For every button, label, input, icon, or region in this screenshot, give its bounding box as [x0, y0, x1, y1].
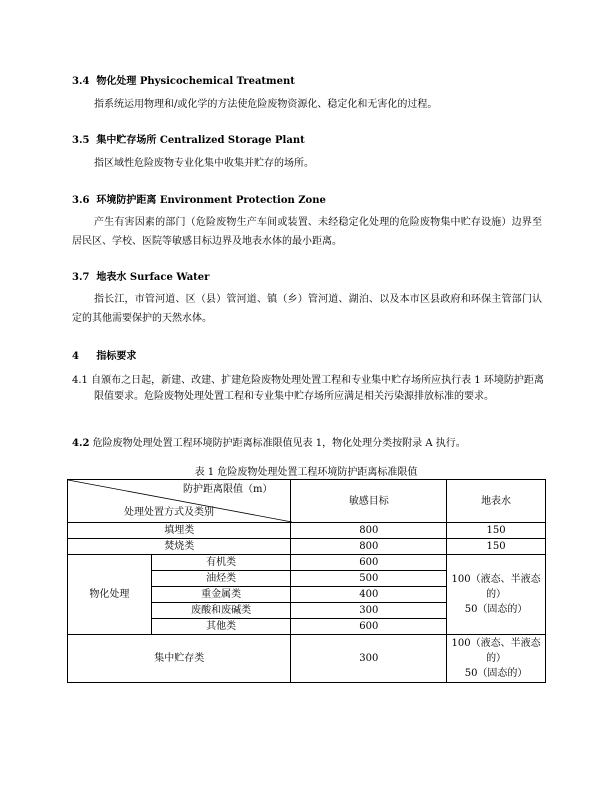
group-surface-line2: 50（固态的）: [464, 604, 528, 615]
row-sensitive: 800: [291, 539, 447, 555]
section-body-3-6: 产生有害因素的部门（危险废物生产车间或装置、未经稳定化处理的危险废物集中贮存设施）边界至居民区、学校、医院等敏感目标边界及地表水体的最小距离。: [72, 217, 542, 247]
storage-surface-line2: 50（固态的）: [464, 668, 528, 679]
row-name: 有机类: [151, 555, 291, 571]
table-row: [68, 555, 546, 571]
table-row: [68, 635, 546, 683]
diagonal-header-cell: [68, 480, 291, 523]
row-surface: 150: [447, 523, 546, 539]
storage-surface-line1: 100（液态、半液态的）: [451, 638, 541, 664]
table-row: [68, 523, 546, 539]
row-name: 废酸和废碱类: [151, 603, 291, 619]
section-heading-3-6: 3.6 环境防护距离 Environment Protection Zone: [72, 195, 326, 206]
table-row: [68, 539, 546, 555]
header-sensitive: 敏感目标: [291, 480, 447, 523]
row-name: 油烃类: [151, 571, 291, 587]
storage-surface: [447, 635, 546, 683]
row-sensitive: 600: [291, 619, 447, 635]
section-body-3-7: 指长江，市管河道、区（县）管河道、镇（乡）管河道、湖泊、以及本市区县政府和环保主管部门认定的其他需要保护的天然水体。: [72, 294, 542, 324]
header-surface: 地表水: [447, 480, 546, 523]
header-bottom-label: 处理处置方式及类别: [124, 507, 214, 518]
row-sensitive: 300: [291, 603, 447, 619]
row-name: 集中贮存类: [68, 635, 291, 683]
section-heading-3-5: 3.5 集中贮存场所 Centralized Storage Plant: [72, 135, 305, 146]
row-name: 重金属类: [151, 587, 291, 603]
row-name: 焚烧类: [68, 539, 291, 555]
group-surface-line1: 100（液态、半液态的）: [451, 574, 541, 600]
section-body-3-5: 指区域性危险废物专业化集中收集并贮存的场所。: [94, 158, 314, 169]
section-heading-3-4: 3.4 物化处理 Physicochemical Treatment: [72, 76, 295, 87]
table-caption: 表 1 危险废物处理处置工程环境防护距离标准限值: [194, 467, 418, 478]
clause-4-1: 4.1 自颁布之日起，新建、改建、扩建危险废物处理处置工程和专业集中贮存场所应执行表 1 环境防护距离限值要求。危险废物处理处置工程和专业集中贮存场所应满足相关污染源排放标准的要求。: [72, 375, 544, 402]
row-sensitive: 600: [291, 555, 447, 571]
group-name: 物化处理: [68, 555, 152, 635]
row-name: 填埋类: [68, 523, 291, 539]
section-body-3-4: 指系统运用物理和/或化学的方法使危险废物资源化、稳定化和无害化的过程。: [94, 99, 438, 110]
chapter-heading: 4 指标要求: [72, 351, 137, 362]
row-surface: 150: [447, 539, 546, 555]
clause-4-2: 4.2 危险废物处理处置工程环境防护距离标准限值见表 1，物化处理分类按附录 A 执行。: [72, 438, 466, 449]
row-sensitive: 800: [291, 523, 447, 539]
group-surface: [447, 555, 546, 635]
section-heading-3-7: 3.7 地表水 Surface Water: [72, 272, 210, 283]
row-sensitive: 500: [291, 571, 447, 587]
row-sensitive: 400: [291, 587, 447, 603]
header-top-label: 防护距离限值（m）: [183, 484, 273, 495]
row-sensitive: 300: [291, 635, 447, 683]
row-name: 其他类: [151, 619, 291, 635]
table-header-row: [68, 480, 546, 523]
distance-table: [67, 479, 546, 683]
